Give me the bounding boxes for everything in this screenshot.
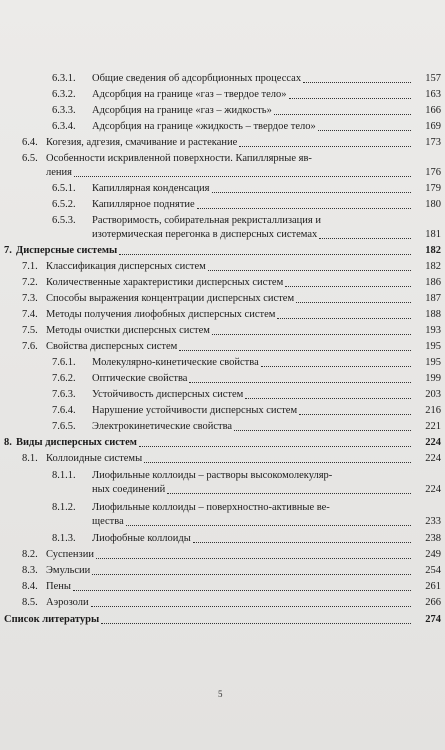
entry-title: Лиофильные коллоиды – поверхностно-активные ве- — [92, 502, 330, 513]
toc-entry — [22, 290, 441, 305]
entry-title: Список литературы — [4, 614, 100, 625]
entry-page: 169 — [425, 121, 441, 132]
toc-entry — [22, 546, 441, 561]
entry-title: Оптические свойства — [92, 373, 188, 384]
entry-number: 7.4. — [22, 309, 38, 320]
toc-entry — [52, 354, 441, 369]
entry-number: 8.1.1. — [52, 470, 76, 481]
entry-title: Методы получения лиофобных дисперсных систем — [46, 309, 276, 320]
entry-title: Молекулярно-кинетические свойства — [92, 357, 259, 368]
entry-number: 8.5. — [22, 597, 38, 608]
entry-number: 7.6.5. — [52, 421, 76, 432]
dot-leader — [119, 254, 411, 255]
dot-leader — [167, 493, 411, 494]
entry-title: Капиллярное поднятие — [92, 199, 195, 210]
entry-title: Лиофильные коллоиды – растворы высокомолекуляр- — [92, 470, 333, 481]
entry-title: Нарушение устойчивости дисперсных систем — [92, 405, 298, 416]
entry-number: 8.4. — [22, 581, 38, 592]
entry-page: 238 — [425, 533, 441, 544]
entry-page: 199 — [425, 373, 441, 384]
toc-entry — [22, 150, 413, 165]
entry-number: 6.5.3. — [52, 215, 76, 226]
entry-page: 166 — [425, 105, 441, 116]
entry-title: Аэрозоли — [46, 597, 89, 608]
dot-leader — [96, 558, 411, 559]
entry-page: 266 — [425, 597, 441, 608]
entry-title-continued: ных соединений — [92, 484, 166, 495]
entry-number: 8.1.2. — [52, 502, 76, 513]
entry-title: Адсорбция на границе «газ – жидкость» — [92, 105, 272, 116]
entry-title: Способы выражения концентрации дисперсных систем — [46, 293, 295, 304]
dot-leader — [274, 114, 411, 115]
entry-page: 188 — [425, 309, 441, 320]
entry-number: 7.5. — [22, 325, 38, 336]
dot-leader — [92, 574, 411, 575]
entry-page: 195 — [425, 341, 441, 352]
dot-leader — [296, 302, 411, 303]
entry-title-continued: щества — [92, 516, 124, 527]
entry-page: 181 — [425, 229, 441, 240]
entry-page: 254 — [425, 565, 441, 576]
entry-title: Устойчивость дисперсных систем — [92, 389, 244, 400]
entry-number: 7.3. — [22, 293, 38, 304]
entry-title: Методы очистки дисперсных систем — [46, 325, 210, 336]
toc-entry — [22, 450, 441, 465]
entry-page: 182 — [425, 245, 441, 256]
entry-number: 6.5. — [22, 153, 38, 164]
entry-title: Пены — [46, 581, 71, 592]
toc-entry — [22, 338, 441, 353]
toc-entry — [52, 530, 441, 545]
toc-entry — [52, 180, 441, 195]
dot-leader — [189, 382, 411, 383]
dot-leader — [261, 366, 411, 367]
toc-entry — [52, 102, 441, 117]
entry-number: 6.3.2. — [52, 89, 76, 100]
dot-leader — [74, 176, 411, 177]
entry-number: 7.6.3. — [52, 389, 76, 400]
entry-page: 182 — [425, 261, 441, 272]
entry-title: Коллоидные системы — [46, 453, 143, 464]
entry-page: 274 — [425, 614, 441, 625]
entry-page: 157 — [425, 73, 441, 84]
entry-number: 8.1. — [22, 453, 38, 464]
toc-entry — [52, 370, 441, 385]
entry-number: 6.5.2. — [52, 199, 76, 210]
entry-number: 6.4. — [22, 137, 38, 148]
toc-entry — [52, 212, 413, 227]
entry-page: 186 — [425, 277, 441, 288]
entry-number: 7.6.1. — [52, 357, 76, 368]
entry-page: 221 — [425, 421, 441, 432]
toc-entry — [52, 70, 441, 85]
entry-number: 8.3. — [22, 565, 38, 576]
entry-title-continued: изотермическая перегонка в дисперсных системах — [92, 229, 318, 240]
entry-title: Эмульсии — [46, 565, 91, 576]
entry-number: 7.6. — [22, 341, 38, 352]
entry-number: 8. — [4, 437, 12, 448]
entry-title: Капиллярная конденсация — [92, 183, 210, 194]
entry-title: Особенности искривленной поверхности. Капиллярные яв- — [46, 153, 312, 164]
entry-page: 224 — [425, 437, 441, 448]
toc-entry — [22, 306, 441, 321]
toc-entry — [22, 578, 441, 593]
dot-leader — [208, 270, 411, 271]
entry-title: Общие сведения об адсорбционных процессах — [92, 73, 302, 84]
entry-number: 7. — [4, 245, 12, 256]
entry-title: Дисперсные системы — [16, 245, 118, 256]
toc-entry — [52, 402, 441, 417]
toc-entry — [22, 594, 441, 609]
dot-leader — [239, 146, 411, 147]
entry-page: 216 — [425, 405, 441, 416]
dot-leader — [318, 130, 411, 131]
entry-title: Суспензии — [46, 549, 94, 560]
entry-title: Свойства дисперсных систем — [46, 341, 178, 352]
toc-chapter — [4, 434, 441, 449]
toc-entry — [22, 258, 441, 273]
entry-page: 180 — [425, 199, 441, 210]
dot-leader — [303, 82, 411, 83]
entry-number: 6.5.1. — [52, 183, 76, 194]
dot-leader — [212, 192, 412, 193]
toc-entry — [52, 499, 413, 514]
toc-entry — [22, 274, 441, 289]
toc-references — [4, 611, 441, 626]
entry-number: 8.1.3. — [52, 533, 76, 544]
entry-title: Когезия, адгезия, смачивание и растекание — [46, 137, 238, 148]
toc-entry — [22, 134, 441, 149]
toc-entry-continuation — [52, 513, 441, 528]
dot-leader — [126, 525, 411, 526]
entry-page: 261 — [425, 581, 441, 592]
toc-entry — [52, 86, 441, 101]
entry-page: 173 — [425, 137, 441, 148]
entry-number: 8.2. — [22, 549, 38, 560]
entry-page: 179 — [425, 183, 441, 194]
dot-leader — [197, 208, 411, 209]
dot-leader — [144, 462, 411, 463]
entry-number: 6.3.1. — [52, 73, 76, 84]
entry-title: Растворимость, собирательная рекристаллизация и — [92, 215, 321, 226]
dot-leader — [319, 238, 411, 239]
toc-entry-continuation — [52, 481, 441, 496]
dot-leader — [179, 350, 411, 351]
page-number: 5 — [218, 689, 223, 699]
dot-leader — [73, 590, 411, 591]
entry-page: 249 — [425, 549, 441, 560]
entry-title: Лиофобные коллоиды — [92, 533, 191, 544]
entry-page: 224 — [425, 484, 441, 495]
entry-page: 195 — [425, 357, 441, 368]
entry-title: Классификация дисперсных систем — [46, 261, 206, 272]
entry-title: Виды дисперсных систем — [16, 437, 137, 448]
dot-leader — [101, 623, 411, 624]
dot-leader — [91, 606, 411, 607]
entry-number: 7.6.2. — [52, 373, 76, 384]
entry-title-continued: ления — [46, 167, 72, 178]
dot-leader — [285, 286, 411, 287]
entry-page: 203 — [425, 389, 441, 400]
toc-entry-continuation — [52, 226, 441, 241]
entry-number: 7.1. — [22, 261, 38, 272]
entry-number: 7.2. — [22, 277, 38, 288]
entry-page: 233 — [425, 516, 441, 527]
dot-leader — [212, 334, 411, 335]
entry-page: 193 — [425, 325, 441, 336]
entry-page: 163 — [425, 89, 441, 100]
toc-entry — [52, 118, 441, 133]
toc-entry — [52, 386, 441, 401]
entry-title: Количественные характеристики дисперсных систем — [46, 277, 284, 288]
toc-entry — [22, 322, 441, 337]
entry-title: Адсорбция на границе «жидкость – твердое тело» — [92, 121, 316, 132]
toc-entry-continuation — [22, 164, 441, 179]
entry-title: Адсорбция на границе «газ – твердое тело» — [92, 89, 287, 100]
entry-page: 176 — [425, 167, 441, 178]
entry-number: 7.6.4. — [52, 405, 76, 416]
dot-leader — [299, 414, 411, 415]
dot-leader — [234, 430, 411, 431]
toc-entry — [52, 418, 441, 433]
dot-leader — [289, 98, 411, 99]
toc-entry — [22, 562, 441, 577]
dot-leader — [245, 398, 411, 399]
dot-leader — [277, 318, 411, 319]
entry-title: Электрокинетические свойства — [92, 421, 233, 432]
entry-page: 187 — [425, 293, 441, 304]
dot-leader — [139, 446, 411, 447]
entry-number: 6.3.3. — [52, 105, 76, 116]
toc-entry — [52, 467, 413, 482]
entry-page: 224 — [425, 453, 441, 464]
toc-chapter — [4, 242, 441, 257]
dot-leader — [193, 542, 411, 543]
toc-entry — [52, 196, 441, 211]
entry-number: 6.3.4. — [52, 121, 76, 132]
